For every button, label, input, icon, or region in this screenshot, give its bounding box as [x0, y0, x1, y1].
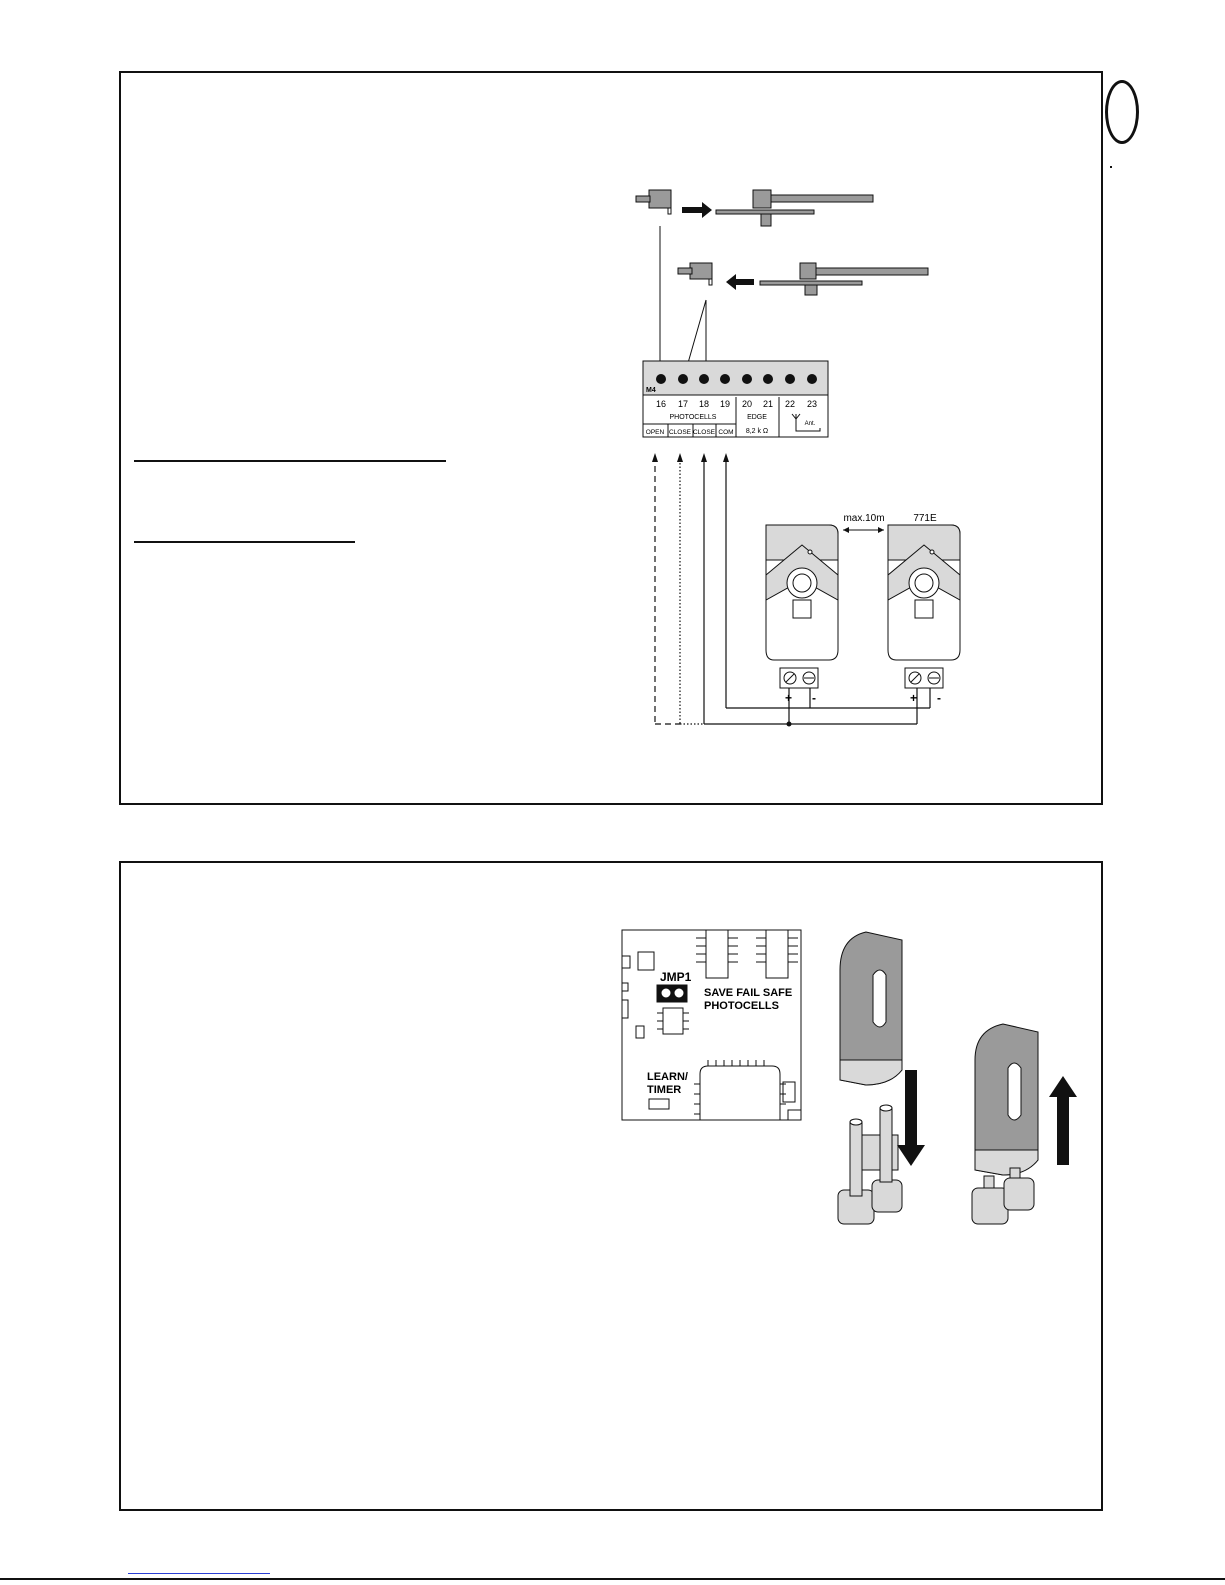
group-photocells: PHOTOCELLS	[669, 414, 717, 421]
arrow-left-icon	[726, 274, 754, 290]
terminal-number: 20	[741, 399, 753, 409]
edge-value: 8,2 k Ω	[745, 428, 769, 435]
function-label: OPEN	[645, 429, 665, 436]
group-edge: EDGE	[747, 414, 767, 421]
photocell-transmitter	[766, 525, 838, 660]
gate-open-illustration	[636, 190, 873, 226]
footer-rule	[0, 1578, 1225, 1580]
arrow-down-icon	[897, 1070, 925, 1166]
terminal-number: 22	[784, 399, 796, 409]
model-label: 771E	[913, 513, 937, 524]
photocell-terminal	[905, 668, 943, 705]
jumper-caption: SAVE FAIL SAFE	[704, 987, 793, 999]
terminal-number: 17	[677, 399, 689, 409]
polarity-minus: -	[937, 691, 941, 705]
jumper-label: JMP1	[660, 970, 692, 984]
jumper-caption: PHOTOCELLS	[704, 1000, 779, 1012]
learn-label: LEARN/	[647, 1071, 688, 1083]
arrow-up-icon	[1049, 1076, 1077, 1165]
arrow-right-icon	[682, 202, 712, 218]
distance-label: max.10m	[843, 513, 885, 524]
learn-label: TIMER	[647, 1084, 682, 1096]
terminal-number: 23	[806, 399, 818, 409]
footer-link-rule	[128, 1573, 270, 1574]
polarity-minus: -	[812, 691, 816, 705]
jumper-insert-illustration	[838, 932, 902, 1224]
photocell-terminal	[780, 668, 818, 705]
terminal-number: 19	[719, 399, 731, 409]
photocell-receiver	[888, 525, 960, 660]
terminal-block	[643, 361, 828, 437]
terminal-number: 16	[655, 399, 667, 409]
jumper-removed-illustration	[972, 1024, 1038, 1224]
antenna-label: Ant.	[804, 421, 816, 427]
function-label: CLOSE	[668, 429, 692, 436]
gate-close-illustration	[678, 263, 928, 295]
function-label: COM	[718, 429, 734, 436]
terminal-number: 18	[698, 399, 710, 409]
polarity-plus: +	[785, 691, 793, 705]
terminal-id: M4	[646, 387, 656, 394]
terminal-number: 21	[762, 399, 774, 409]
function-label: CLOSE	[692, 429, 716, 436]
polarity-plus: +	[910, 691, 918, 705]
